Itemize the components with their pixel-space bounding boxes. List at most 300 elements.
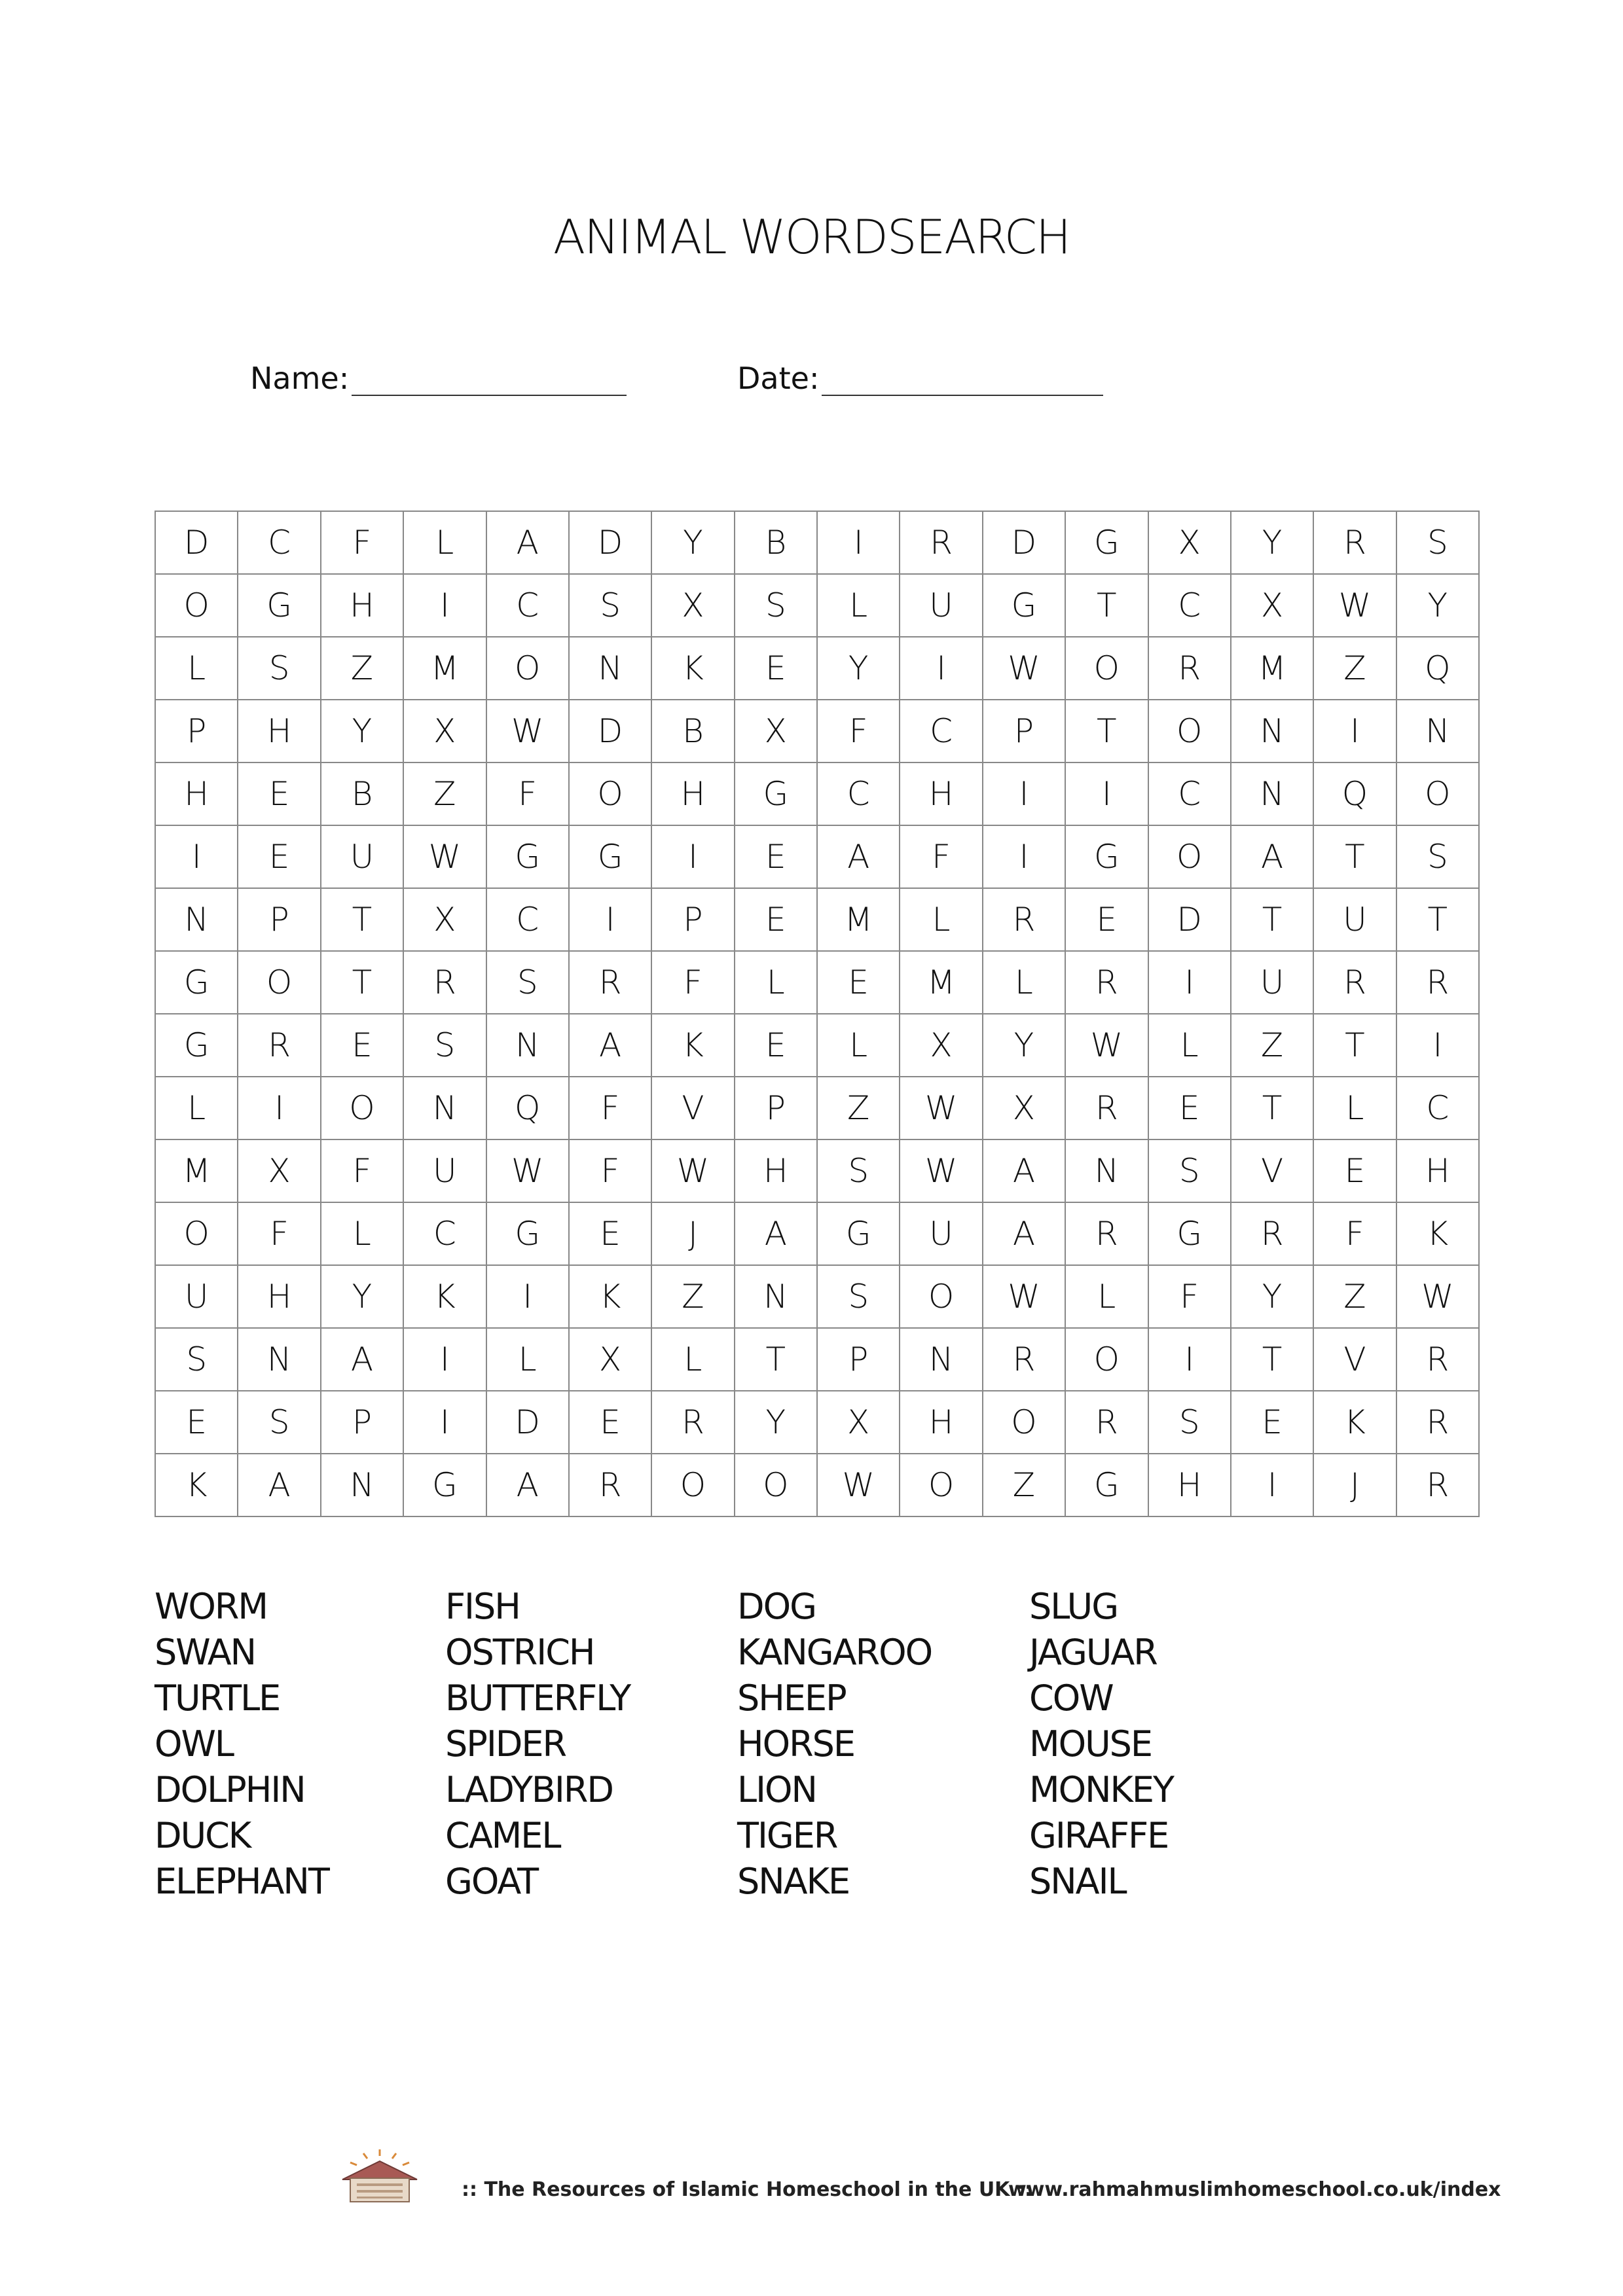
grid-cell[interactable]: T <box>1313 1014 1396 1077</box>
grid-cell[interactable]: R <box>1065 951 1148 1014</box>
grid-cell[interactable]: H <box>238 700 320 762</box>
grid-cell[interactable]: I <box>983 762 1065 825</box>
grid-cell[interactable]: G <box>1065 1454 1148 1516</box>
grid-cell[interactable]: K <box>403 1265 486 1328</box>
grid-cell[interactable]: L <box>155 637 238 700</box>
grid-cell[interactable]: N <box>321 1454 403 1516</box>
grid-cell[interactable]: O <box>900 1265 982 1328</box>
grid-row <box>155 951 1479 1014</box>
grid-cell[interactable]: E <box>817 951 900 1014</box>
grid-cell[interactable]: W <box>1065 1014 1148 1077</box>
word-list-item: MONKEY <box>1029 1769 1174 1810</box>
grid-cell[interactable]: I <box>403 1391 486 1454</box>
grid-cell[interactable]: I <box>569 888 651 951</box>
grid-cell[interactable]: B <box>321 762 403 825</box>
word-list-item: SLUG <box>1029 1586 1118 1627</box>
grid-cell[interactable]: H <box>1148 1454 1231 1516</box>
grid-cell[interactable]: L <box>1065 1265 1148 1328</box>
grid-cell[interactable]: T <box>1231 1328 1313 1391</box>
grid-cell[interactable]: H <box>1396 1139 1479 1202</box>
grid-cell[interactable]: Y <box>1231 511 1313 574</box>
grid-row <box>155 825 1479 888</box>
grid-cell[interactable]: W <box>486 700 569 762</box>
grid-cell[interactable]: G <box>983 574 1065 637</box>
grid-cell[interactable]: R <box>1396 1391 1479 1454</box>
grid-cell[interactable]: Z <box>817 1077 900 1139</box>
grid-cell[interactable]: I <box>238 1077 320 1139</box>
grid-cell[interactable]: Z <box>1231 1014 1313 1077</box>
grid-cell[interactable]: N <box>403 1077 486 1139</box>
grid-cell[interactable]: X <box>403 700 486 762</box>
grid-cell[interactable]: F <box>238 1202 320 1265</box>
grid-row <box>155 1202 1479 1265</box>
grid-cell[interactable]: S <box>1396 511 1479 574</box>
grid-cell[interactable]: Z <box>983 1454 1065 1516</box>
grid-cell[interactable]: W <box>900 1077 982 1139</box>
grid-cell[interactable]: G <box>1065 825 1148 888</box>
page-title: ANIMAL WORDSEARCH <box>553 209 1070 264</box>
grid-cell[interactable]: A <box>486 511 569 574</box>
grid-cell[interactable]: R <box>1065 1077 1148 1139</box>
grid-cell[interactable]: P <box>155 700 238 762</box>
grid-cell[interactable]: K <box>1396 1202 1479 1265</box>
grid-cell[interactable]: M <box>817 888 900 951</box>
word-list-item: SHEEP <box>737 1677 846 1719</box>
grid-cell[interactable]: U <box>900 574 982 637</box>
grid-cell[interactable]: O <box>1148 700 1231 762</box>
grid-cell[interactable]: G <box>155 951 238 1014</box>
grid-cell[interactable]: L <box>403 511 486 574</box>
grid-cell[interactable]: G <box>238 574 320 637</box>
grid-cell[interactable]: W <box>983 1265 1065 1328</box>
grid-cell[interactable]: S <box>735 574 817 637</box>
grid-cell[interactable]: S <box>1148 1139 1231 1202</box>
grid-cell[interactable]: T <box>1396 888 1479 951</box>
grid-cell[interactable]: M <box>155 1139 238 1202</box>
grid-cell[interactable]: N <box>900 1328 982 1391</box>
word-list-item: SNAIL <box>1029 1861 1126 1902</box>
grid-cell[interactable]: I <box>651 825 734 888</box>
grid-cell[interactable]: X <box>238 1139 320 1202</box>
grid-cell[interactable]: A <box>983 1139 1065 1202</box>
grid-cell[interactable]: Y <box>321 1265 403 1328</box>
grid-cell[interactable]: I <box>1313 700 1396 762</box>
grid-cell[interactable]: O <box>155 574 238 637</box>
grid-cell[interactable]: L <box>900 888 982 951</box>
grid-cell[interactable]: A <box>569 1014 651 1077</box>
grid-cell[interactable]: N <box>1231 700 1313 762</box>
word-list-column-4 <box>1029 1584 1173 1905</box>
grid-cell[interactable]: Q <box>1313 762 1396 825</box>
grid-row <box>155 1391 1479 1454</box>
grid-cell[interactable]: R <box>983 1328 1065 1391</box>
grid-cell[interactable]: H <box>238 1265 320 1328</box>
grid-cell[interactable]: B <box>651 700 734 762</box>
grid-cell[interactable]: E <box>1313 1139 1396 1202</box>
grid-cell[interactable]: H <box>900 1391 982 1454</box>
grid-cell[interactable]: L <box>735 951 817 1014</box>
grid-cell[interactable]: T <box>1231 1077 1313 1139</box>
grid-cell[interactable]: C <box>900 700 982 762</box>
grid-cell[interactable]: B <box>735 511 817 574</box>
grid-cell[interactable]: T <box>1065 700 1148 762</box>
grid-cell[interactable]: X <box>983 1077 1065 1139</box>
grid-cell[interactable]: L <box>155 1077 238 1139</box>
grid-cell[interactable]: J <box>1313 1454 1396 1516</box>
grid-cell[interactable]: R <box>1313 511 1396 574</box>
grid-cell[interactable]: A <box>817 825 900 888</box>
grid-cell[interactable]: I <box>983 825 1065 888</box>
grid-cell[interactable]: I <box>403 574 486 637</box>
grid-cell[interactable]: W <box>1313 574 1396 637</box>
grid-cell[interactable]: F <box>486 762 569 825</box>
grid-row <box>155 700 1479 762</box>
grid-cell[interactable]: R <box>1396 1328 1479 1391</box>
word-list-item: OWL <box>155 1723 233 1765</box>
grid-cell[interactable]: G <box>1065 511 1148 574</box>
grid-cell[interactable]: G <box>155 1014 238 1077</box>
grid-cell[interactable]: S <box>1148 1391 1231 1454</box>
grid-cell[interactable]: E <box>735 637 817 700</box>
grid-cell[interactable]: X <box>735 700 817 762</box>
grid-cell[interactable]: Q <box>486 1077 569 1139</box>
grid-cell[interactable]: S <box>238 1391 320 1454</box>
grid-cell[interactable]: O <box>1396 762 1479 825</box>
word-list-item: HORSE <box>737 1723 855 1765</box>
word-list-item: MOUSE <box>1029 1723 1152 1765</box>
grid-cell[interactable]: R <box>569 1454 651 1516</box>
grid-cell[interactable]: Y <box>321 700 403 762</box>
word-list-item: GIRAFFE <box>1029 1815 1169 1856</box>
grid-cell[interactable]: C <box>486 574 569 637</box>
grid-cell[interactable]: I <box>1396 1014 1479 1077</box>
grid-cell[interactable]: F <box>569 1139 651 1202</box>
grid-cell[interactable]: S <box>486 951 569 1014</box>
name-blank-line[interactable] <box>352 362 627 396</box>
grid-cell[interactable]: T <box>321 888 403 951</box>
grid-cell[interactable]: L <box>1148 1014 1231 1077</box>
grid-cell[interactable]: W <box>817 1454 900 1516</box>
grid-cell[interactable]: U <box>403 1139 486 1202</box>
grid-cell[interactable]: I <box>817 511 900 574</box>
grid-cell[interactable]: R <box>1148 637 1231 700</box>
grid-cell[interactable]: P <box>817 1328 900 1391</box>
grid-cell[interactable]: X <box>569 1328 651 1391</box>
grid-cell[interactable]: I <box>1148 1328 1231 1391</box>
grid-cell[interactable]: O <box>1148 825 1231 888</box>
grid-cell[interactable]: X <box>900 1014 982 1077</box>
grid-cell[interactable]: H <box>155 762 238 825</box>
word-list-item: BUTTERFLY <box>445 1677 630 1719</box>
grid-cell[interactable]: L <box>817 1014 900 1077</box>
word-list-item: COW <box>1029 1677 1113 1719</box>
grid-cell[interactable]: O <box>735 1454 817 1516</box>
grid-cell[interactable]: E <box>735 825 817 888</box>
grid-cell[interactable]: T <box>1231 888 1313 951</box>
grid-cell[interactable]: X <box>817 1391 900 1454</box>
grid-cell[interactable]: O <box>983 1391 1065 1454</box>
word-list-item: KANGAROO <box>737 1632 932 1673</box>
grid-cell[interactable]: O <box>321 1077 403 1139</box>
grid-cell[interactable]: R <box>651 1391 734 1454</box>
grid-cell[interactable]: L <box>1313 1077 1396 1139</box>
grid-cell[interactable]: N <box>1065 1139 1148 1202</box>
grid-cell[interactable]: K <box>651 637 734 700</box>
grid-cell[interactable]: T <box>1065 574 1148 637</box>
grid-cell[interactable]: Z <box>403 762 486 825</box>
word-list-item: TIGER <box>737 1815 837 1856</box>
grid-cell[interactable]: S <box>238 637 320 700</box>
word-list-item: SWAN <box>155 1632 256 1673</box>
grid-row <box>155 637 1479 700</box>
house-logo-icon <box>337 2147 422 2206</box>
grid-cell[interactable]: N <box>486 1014 569 1077</box>
grid-cell[interactable]: F <box>900 825 982 888</box>
name-label: Name: <box>250 361 350 396</box>
grid-cell[interactable]: E <box>155 1391 238 1454</box>
grid-cell[interactable]: A <box>1231 825 1313 888</box>
grid-cell[interactable]: P <box>238 888 320 951</box>
grid-cell[interactable]: Z <box>651 1265 734 1328</box>
grid-cell[interactable]: U <box>900 1202 982 1265</box>
grid-cell[interactable]: O <box>1065 637 1148 700</box>
grid-cell[interactable]: W <box>403 825 486 888</box>
word-list-item: LION <box>737 1769 816 1810</box>
footer-url-link[interactable]: www.rahmahmuslimhomeschool.co.uk/index <box>1008 2178 1501 2201</box>
grid-cell[interactable]: D <box>569 511 651 574</box>
grid-cell[interactable]: Z <box>321 637 403 700</box>
grid-cell[interactable]: O <box>900 1454 982 1516</box>
grid-row <box>155 1014 1479 1077</box>
grid-cell[interactable]: Y <box>651 511 734 574</box>
grid-cell[interactable]: X <box>1148 511 1231 574</box>
grid-cell[interactable]: M <box>1231 637 1313 700</box>
grid-cell[interactable]: G <box>486 825 569 888</box>
grid-cell[interactable]: R <box>1065 1202 1148 1265</box>
word-list-item: WORM <box>155 1586 268 1627</box>
grid-row <box>155 1454 1479 1516</box>
grid-cell[interactable]: T <box>321 951 403 1014</box>
grid-cell[interactable]: D <box>155 511 238 574</box>
grid-cell[interactable]: C <box>1396 1077 1479 1139</box>
grid-cell[interactable]: D <box>486 1391 569 1454</box>
grid-cell[interactable]: H <box>651 762 734 825</box>
grid-cell[interactable]: Y <box>817 637 900 700</box>
date-blank-line[interactable] <box>822 362 1103 396</box>
grid-cell[interactable]: W <box>1396 1265 1479 1328</box>
grid-cell[interactable]: E <box>735 888 817 951</box>
grid-cell[interactable]: O <box>486 637 569 700</box>
grid-cell[interactable]: Q <box>1396 637 1479 700</box>
grid-cell[interactable]: I <box>1065 762 1148 825</box>
grid-cell[interactable]: X <box>403 888 486 951</box>
grid-cell[interactable]: N <box>155 888 238 951</box>
grid-cell[interactable]: K <box>1313 1391 1396 1454</box>
grid-cell[interactable]: G <box>403 1454 486 1516</box>
grid-cell[interactable]: I <box>1148 951 1231 1014</box>
grid-cell[interactable]: E <box>1148 1077 1231 1139</box>
grid-cell[interactable]: O <box>238 951 320 1014</box>
grid-cell[interactable]: M <box>403 637 486 700</box>
grid-cell[interactable]: I <box>403 1328 486 1391</box>
word-list-item: DOLPHIN <box>155 1769 305 1810</box>
grid-cell[interactable]: A <box>983 1202 1065 1265</box>
grid-cell[interactable]: S <box>1396 825 1479 888</box>
grid-cell[interactable]: G <box>735 762 817 825</box>
grid-cell[interactable]: V <box>1313 1328 1396 1391</box>
grid-cell[interactable]: Y <box>983 1014 1065 1077</box>
word-list-item: SPIDER <box>445 1723 566 1765</box>
grid-cell[interactable]: C <box>1148 574 1231 637</box>
grid-cell[interactable]: L <box>817 574 900 637</box>
grid-cell[interactable]: E <box>1231 1391 1313 1454</box>
grid-cell[interactable]: O <box>651 1454 734 1516</box>
grid-cell[interactable]: I <box>1231 1454 1313 1516</box>
grid-cell[interactable]: H <box>735 1139 817 1202</box>
grid-row <box>155 1328 1479 1391</box>
grid-cell[interactable]: L <box>321 1202 403 1265</box>
grid-cell[interactable]: X <box>651 574 734 637</box>
word-list-item: DUCK <box>155 1815 251 1856</box>
grid-cell[interactable]: F <box>1148 1265 1231 1328</box>
grid-cell[interactable]: T <box>735 1328 817 1391</box>
grid-cell[interactable]: G <box>486 1202 569 1265</box>
grid-cell[interactable]: P <box>321 1391 403 1454</box>
name-field[interactable] <box>250 350 627 396</box>
grid-cell[interactable]: R <box>1396 951 1479 1014</box>
grid-cell[interactable]: U <box>155 1265 238 1328</box>
grid-cell[interactable]: S <box>155 1328 238 1391</box>
grid-cell[interactable]: F <box>1313 1202 1396 1265</box>
grid-cell[interactable]: E <box>735 1014 817 1077</box>
grid-cell[interactable]: D <box>983 511 1065 574</box>
grid-cell[interactable]: F <box>321 1139 403 1202</box>
grid-cell[interactable]: V <box>651 1077 734 1139</box>
grid-cell[interactable]: R <box>238 1014 320 1077</box>
grid-cell[interactable]: U <box>1313 888 1396 951</box>
grid-cell[interactable]: S <box>403 1014 486 1077</box>
grid-cell[interactable]: C <box>1148 762 1231 825</box>
grid-cell[interactable]: N <box>735 1265 817 1328</box>
grid-row <box>155 1265 1479 1328</box>
grid-cell[interactable]: A <box>238 1454 320 1516</box>
grid-cell[interactable]: R <box>1313 951 1396 1014</box>
grid-cell[interactable]: F <box>321 511 403 574</box>
grid-cell[interactable]: E <box>238 762 320 825</box>
grid-row <box>155 762 1479 825</box>
grid-cell[interactable]: A <box>735 1202 817 1265</box>
grid-cell[interactable]: U <box>321 825 403 888</box>
grid-cell[interactable]: Y <box>1396 574 1479 637</box>
grid-cell[interactable]: I <box>486 1265 569 1328</box>
grid-cell[interactable]: C <box>486 888 569 951</box>
grid-cell[interactable]: A <box>321 1328 403 1391</box>
grid-cell[interactable]: F <box>817 700 900 762</box>
word-list-column-2 <box>445 1584 630 1905</box>
word-list-item: JAGUAR <box>1029 1632 1157 1673</box>
grid-cell[interactable]: P <box>651 888 734 951</box>
grid-cell[interactable]: V <box>1231 1139 1313 1202</box>
grid-cell[interactable]: H <box>900 762 982 825</box>
grid-cell[interactable]: L <box>651 1328 734 1391</box>
grid-cell[interactable]: Y <box>1231 1265 1313 1328</box>
date-field[interactable] <box>737 350 1103 396</box>
grid-cell[interactable]: N <box>1396 700 1479 762</box>
grid-cell[interactable]: W <box>486 1139 569 1202</box>
grid-cell[interactable]: P <box>735 1077 817 1139</box>
grid-cell[interactable]: U <box>1231 951 1313 1014</box>
grid-cell[interactable]: W <box>900 1139 982 1202</box>
grid-cell[interactable]: D <box>569 700 651 762</box>
grid-cell[interactable]: Z <box>1313 1265 1396 1328</box>
grid-cell[interactable]: E <box>569 1391 651 1454</box>
date-label: Date: <box>737 361 820 396</box>
grid-cell[interactable]: G <box>1148 1202 1231 1265</box>
grid-cell[interactable]: F <box>569 1077 651 1139</box>
grid-cell[interactable]: M <box>900 951 982 1014</box>
grid-cell[interactable]: J <box>651 1202 734 1265</box>
grid-cell[interactable]: R <box>1396 1454 1479 1516</box>
grid-cell[interactable]: C <box>817 762 900 825</box>
grid-cell[interactable]: G <box>817 1202 900 1265</box>
grid-cell[interactable]: E <box>238 825 320 888</box>
grid-cell[interactable]: K <box>155 1454 238 1516</box>
grid-cell[interactable]: N <box>238 1328 320 1391</box>
grid-cell[interactable]: R <box>983 888 1065 951</box>
grid-cell[interactable]: W <box>983 637 1065 700</box>
grid-cell[interactable]: R <box>569 951 651 1014</box>
grid-cell[interactable]: N <box>569 637 651 700</box>
grid-cell[interactable]: E <box>321 1014 403 1077</box>
grid-cell[interactable]: S <box>817 1265 900 1328</box>
grid-cell[interactable]: S <box>569 574 651 637</box>
grid-cell[interactable]: N <box>1231 762 1313 825</box>
grid-cell[interactable]: Z <box>1313 637 1396 700</box>
grid-cell[interactable]: L <box>983 951 1065 1014</box>
grid-cell[interactable]: I <box>900 637 982 700</box>
grid-cell[interactable]: H <box>321 574 403 637</box>
grid-cell[interactable]: R <box>1231 1202 1313 1265</box>
grid-cell[interactable]: G <box>569 825 651 888</box>
grid-cell[interactable]: R <box>1065 1391 1148 1454</box>
grid-cell[interactable]: L <box>486 1328 569 1391</box>
grid-row <box>155 574 1479 637</box>
grid-cell[interactable]: K <box>569 1265 651 1328</box>
grid-cell[interactable]: R <box>403 951 486 1014</box>
grid-cell[interactable]: P <box>983 700 1065 762</box>
grid-cell[interactable]: O <box>1065 1328 1148 1391</box>
grid-cell[interactable]: R <box>900 511 982 574</box>
word-list-item: FISH <box>445 1586 520 1627</box>
grid-cell[interactable]: C <box>238 511 320 574</box>
grid-cell[interactable]: D <box>1148 888 1231 951</box>
grid-cell[interactable]: E <box>1065 888 1148 951</box>
grid-cell[interactable]: K <box>651 1014 734 1077</box>
grid-cell[interactable]: O <box>569 762 651 825</box>
grid-cell[interactable]: T <box>1313 825 1396 888</box>
grid-cell[interactable]: C <box>403 1202 486 1265</box>
grid-cell[interactable]: F <box>651 951 734 1014</box>
grid-cell[interactable]: A <box>486 1454 569 1516</box>
grid-cell[interactable]: E <box>569 1202 651 1265</box>
grid-cell[interactable]: X <box>1231 574 1313 637</box>
grid-cell[interactable]: S <box>817 1139 900 1202</box>
grid-cell[interactable]: Y <box>735 1391 817 1454</box>
word-list-item: SNAKE <box>737 1861 850 1902</box>
grid-cell[interactable]: I <box>155 825 238 888</box>
grid-cell[interactable]: O <box>155 1202 238 1265</box>
grid-cell[interactable]: W <box>651 1139 734 1202</box>
